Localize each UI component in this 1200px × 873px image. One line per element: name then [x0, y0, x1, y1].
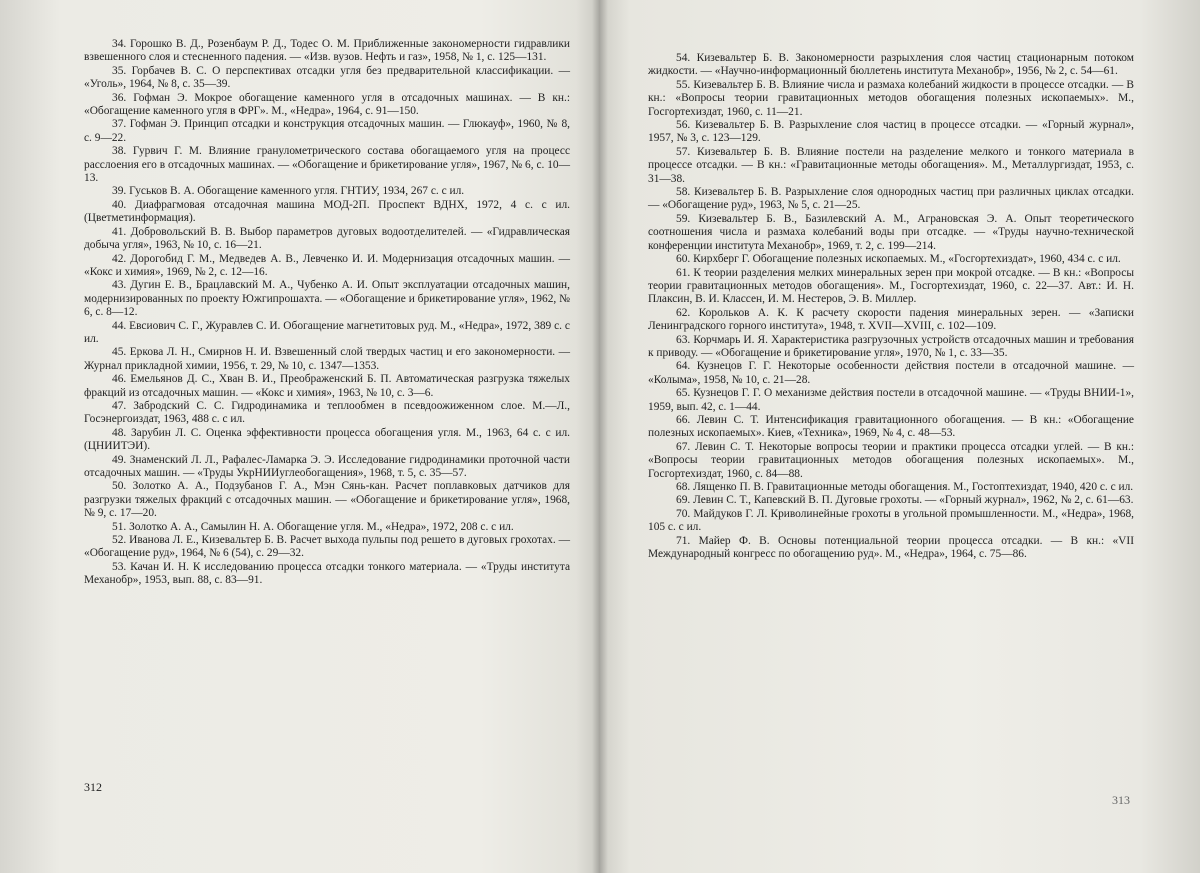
bibliography-entry: 45. Еркова Л. Н., Смирнов Н. И. Взвешенный слой твердых частиц и его закономерности. — Журнал прикладной химии, 1956, т. 29, № 10, с. 1347—1353.	[84, 346, 570, 372]
book-gutter	[592, 0, 608, 873]
bibliography-entry: 38. Гурвич Г. М. Влияние гранулометрического состава обогащаемого угля на процесс расслоения его в отсадочных машинах. — «Обогащение и брикетирование угля», 1967, № 6, с. 10—13.	[84, 145, 570, 185]
bibliography-entry: 52. Иванова Л. Е., Кизевальтер Б. В. Расчет выхода пульпы под решето в дуговых грохотах. — «Обогащение руд», 1964, № 6 (54), с. 29—32.	[84, 534, 570, 560]
bibliography-list-left	[84, 38, 570, 588]
bibliography-entry: 43. Дугин Е. В., Брацлавский М. А., Чубенко А. И. Опыт эксплуатации отсадочных машин, модернизированных по проекту Южгипрошахта. — «Обогащение и брикетирование угля», 1962, № 6, с. 8—12.	[84, 279, 570, 319]
bibliography-entry: 58. Кизевальтер Б. В. Разрыхление слоя однородных частиц при различных циклах отсадки. — «Обогащение руд», 1963, № 5, с. 21—25.	[648, 186, 1134, 212]
bibliography-entry: 36. Гофман Э. Мокрое обогащение каменного угля в отсадочных машинах. — В кн.: «Обогащение каменного угля в ФРГ». М., «Недра», 1964, с. 91—150.	[84, 91, 570, 118]
bibliography-entry: 46. Емельянов Д. С., Хван В. И., Преображенский Б. П. Автоматическая разгрузка тяжелых фракций из отсадочных машин. — «Кокс и химия», 1963, № 10, с. 3—6.	[84, 373, 570, 399]
bibliography-entry: 59. Кизевальтер Б. В., Базилевский А. М., Аграновская Э. А. Опыт теоретического соотношения числа и размаха колебаний воды при отсадке. — «Труды научно-технической конференции института Механобр», 1969, т. 2, с. 199—214.	[648, 212, 1134, 252]
bibliography-entry: 69. Левин С. Т., Капевский В. П. Дуговые грохоты. — «Горный журнал», 1962, № 2, с. 61—63.	[676, 494, 1134, 507]
bibliography-entry: 60. Кирхберг Г. Обогащение полезных ископаемых. М., «Госгортехиздат», 1960, 434 с. с ил.	[676, 253, 1121, 266]
page-number-right: 313	[1112, 793, 1130, 807]
bibliography-entry: 68. Лященко П. В. Гравитационные методы обогащения. М., Гостоптехиздат, 1940, 420 с. с ил.	[676, 481, 1134, 493]
bibliography-entry: 61. К теории разделения мелких минеральных зерен при мокрой отсадке. — В кн.: «Вопросы теории гравитационных методов обогащения». М., Госгортехиздат, 1960, с. 22—37. Авт.: И. Н. Плаксин, В. И. Классен, И. М. Нестеров, Э. В. Миллер.	[648, 266, 1134, 306]
bibliography-entry: 34. Горошко В. Д., Розенбаум Р. Д., Тодес О. М. Приближенные закономерности гидравлики взвешенного слоя и стесненного падения. — «Изв. вузов. Нефть и газ», 1958, № 1, с. 125—131.	[84, 38, 570, 64]
bibliography-entry: 35. Горбачев В. С. О перспективах отсадки угля без предварительной классификации. — «Уголь», 1964, № 8, с. 35—39.	[84, 64, 570, 91]
bibliography-entry: 39. Гуськов В. А. Обогащение каменного угля. ГНТИУ, 1934, 267 с. с ил.	[112, 185, 465, 198]
bibliography-entry: 57. Кизевальтер Б. В. Влияние постели на разделение мелкого и тонкого материала в процессе отсадки. — В кн.: «Гравитационные методы обогащения». М., Металлургиздат, 1953, с. 31—38.	[648, 145, 1134, 185]
bibliography-entry: 50. Золотко А. А., Подзубанов Г. А., Мэн Сянь-кан. Расчет поплавковых датчиков для разгрузки тяжелых фракций с отсадочных машин. — «Обогащение и брикетирование угля», 1968, № 9, с. 17—20.	[84, 480, 570, 520]
bibliography-entry: 64. Кузнецов Г. Г. Некоторые особенности действия постели в отсадочной машине. — «Колыма», 1958, № 10, с. 21—28.	[648, 360, 1134, 386]
bibliography-entry: 49. Знаменский Л. Л., Рафалес-Ламарка Э. Э. Исследование гидродинамики проточной части отсадочных машин. — «Труды УкрНИИуглеобогащения», 1968, т. 5, с. 35—57.	[84, 453, 570, 479]
right-page	[600, 0, 1200, 873]
bibliography-entry: 70. Майдуков Г. Л. Криволинейные грохоты в угольной промышленности. М., «Недра», 1968, 105 с. с ил.	[648, 507, 1134, 534]
page-number-left: 312	[84, 780, 102, 794]
bibliography-entry: 37. Гофман Э. Принцип отсадки и конструкция отсадочных машин. — Глюкауф», 1960, № 8, с. 9—22.	[84, 118, 570, 144]
bibliography-entry: 47. Забродский С. С. Гидродинамика и теплообмен в псевдоожиженном слое. М.—Л., Госэнергоиздат, 1963, 488 с. с ил.	[84, 399, 570, 426]
bibliography-entry: 40. Диафрагмовая отсадочная машина МОД-2П. Проспект ВДНХ, 1972, 4 с. с ил. (Цветметинформация).	[84, 198, 570, 225]
bibliography-entry: 41. Добровольский В. В. Выбор параметров дуговых водоотделителей. — «Гидравлическая добыча угля», 1963, № 10, с. 16—21.	[84, 225, 570, 252]
bibliography-entry: 67. Левин С. Т. Некоторые вопросы теории и практики процесса отсадки углей. — В кн.: «Вопросы теории гравитационных методов обогащения полезных ископаемых». М., Госгортехиздат, 1960, с. 84—88.	[648, 440, 1134, 480]
bibliography-entry: 42. Дорогобид Г. М., Медведев А. В., Левченко И. И. Модернизация отсадочных машин. — «Кокс и химия», 1969, № 2, с. 12—16.	[84, 252, 570, 278]
bibliography-entry: 56. Кизевальтер Б. В. Разрыхление слоя частиц в процессе отсадки. — «Горный журнал», 1957, № 3, с. 123—129.	[648, 119, 1134, 145]
bibliography-entry: 51. Золотко А. А., Самылин Н. А. Обогащение угля. М., «Недра», 1972, 208 с. с ил.	[112, 520, 514, 533]
bibliography-entry: 55. Кизевальтер Б. В. Влияние числа и размаха колебаний жидкости в процессе отсадки. — В кн.: «Вопросы теории гравитационных методов обогащения полезных ископаемых». М., Госгортехиздат, 1960, с. 11—21.	[648, 78, 1134, 118]
bibliography-entry: 63. Корчмарь И. Я. Характеристика разгрузочных устройств отсадочных машин и требования к приводу. — «Обогащение и брикетирование угля», 1970, № 1, с. 33—35.	[648, 333, 1134, 359]
bibliography-entry: 48. Зарубин Л. С. Оценка эффективности процесса обогащения угля. М., 1963, 64 с. с ил. (ЦНИИТЭИ).	[84, 426, 570, 453]
bibliography-entry: 66. Левин С. Т. Интенсификация гравитационного обогащения. — В кн.: «Обогащение полезных ископаемых». Киев, «Техника», 1969, № 4, с. 48—53.	[648, 413, 1134, 440]
bibliography-list-right	[648, 52, 1134, 561]
bibliography-entry: 53. Качан И. Н. К исследованию процесса отсадки тонкого материала. — «Труды института Механобр», 1953, вып. 88, с. 83—91.	[84, 560, 570, 587]
bibliography-entry: 65. Кузнецов Г. Г. О механизме действия постели в отсадочной машине. — «Труды ВНИИ-1», 1959, вып. 42, с. 1—44.	[648, 387, 1134, 413]
bibliography-entry: 62. Корольков А. К. К расчету скорости падения минеральных зерен. — «Записки Ленинградского горного института», 1948, т. XVII—XVIII, с. 102—109.	[648, 306, 1134, 333]
bibliography-entry: 44. Евсиович С. Г., Журавлев С. И. Обогащение магнетитовых руд. М., «Недра», 1972, 389 с. с ил.	[84, 319, 570, 345]
bibliography-entry: 71. Майер Ф. В. Основы потенциальной теории процесса отсадки. — В кн.: «VII Международный конгресс по обогащению руд». М., «Недра», 1964, с. 75—86.	[648, 534, 1134, 561]
bibliography-entry: 54. Кизевальтер Б. В. Закономерности разрыхления слоя частиц стационарным потоком жидкости. — «Научно-информационный бюллетень института Механобр», 1956, № 2, с. 54—61.	[648, 52, 1134, 78]
